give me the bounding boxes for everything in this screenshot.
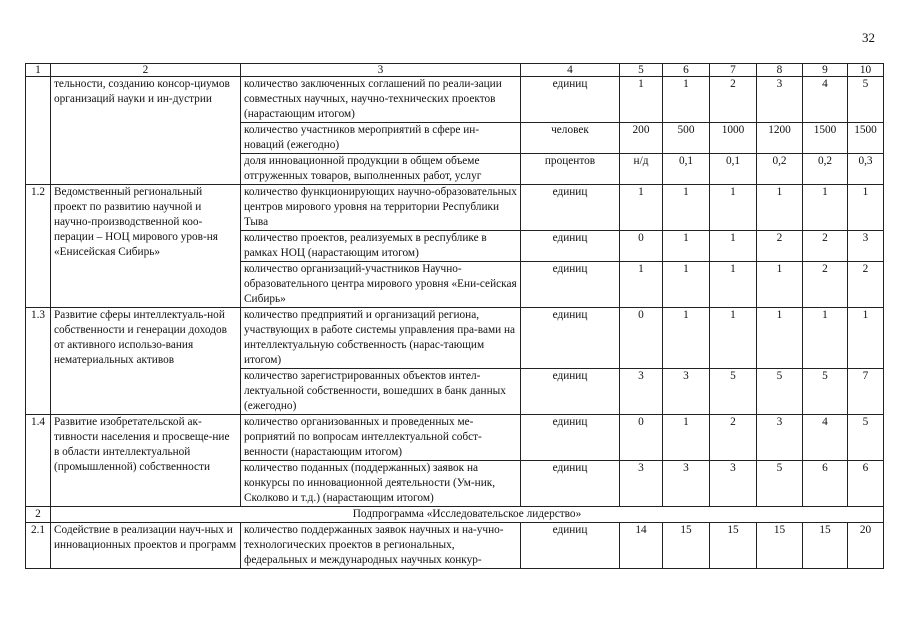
value-cell: 15 bbox=[757, 523, 803, 569]
value-cell: 1000 bbox=[710, 123, 757, 154]
unit-cell: единиц bbox=[521, 77, 620, 123]
unit-cell: единиц bbox=[521, 369, 620, 415]
header-cell: 2 bbox=[51, 64, 241, 77]
value-cell: 1 bbox=[620, 185, 663, 231]
value-cell: 2 bbox=[803, 231, 848, 262]
row-number-cell bbox=[26, 77, 51, 185]
row-number-cell: 2.1 bbox=[26, 523, 51, 569]
value-cell: 2 bbox=[757, 231, 803, 262]
header-cell: 4 bbox=[521, 64, 620, 77]
indicator-cell: количество предприятий и организаций региона, участвующих в работе системы управления пра-вами на интеллектуальную собственность (нарас-тающим итогом) bbox=[241, 308, 521, 369]
table-row bbox=[26, 415, 884, 461]
value-cell: 0,2 bbox=[757, 154, 803, 185]
value-cell: 4 bbox=[803, 415, 848, 461]
value-cell: 0 bbox=[620, 231, 663, 262]
task-cell: Ведомственный региональный проект по развитию научной и научно-производственной коо-перации – НОЦ мирового уров-ня «Енисейская Сибирь» bbox=[51, 185, 241, 308]
task-cell: Развитие сферы интеллектуаль-ной собственности и генерации доходов от активного использо-вания нематериальных активов bbox=[51, 308, 241, 415]
header-cell: 1 bbox=[26, 64, 51, 77]
value-cell: 1500 bbox=[803, 123, 848, 154]
indicator-cell: количество поддержанных заявок научных и на-учно-технологических проектов в региональных, федеральных и международных научных конкур- bbox=[241, 523, 521, 569]
indicator-cell: количество участников мероприятий в сфере ин-новаций (ежегодно) bbox=[241, 123, 521, 154]
indicator-cell: количество проектов, реализуемых в республике в рамках НОЦ (нарастающим итогом) bbox=[241, 231, 521, 262]
unit-cell: процентов bbox=[521, 154, 620, 185]
header-cell: 6 bbox=[663, 64, 710, 77]
value-cell: 3 bbox=[848, 231, 884, 262]
value-cell: 0,1 bbox=[710, 154, 757, 185]
unit-cell: единиц bbox=[521, 185, 620, 231]
row-number-cell: 1.2 bbox=[26, 185, 51, 308]
value-cell: 5 bbox=[757, 369, 803, 415]
value-cell: 1 bbox=[710, 231, 757, 262]
header-cell: 7 bbox=[710, 64, 757, 77]
value-cell: 3 bbox=[620, 369, 663, 415]
value-cell: 0 bbox=[620, 415, 663, 461]
value-cell: 2 bbox=[710, 77, 757, 123]
task-cell: Содействие в реализации науч-ных и инновационных проектов и программ bbox=[51, 523, 241, 569]
value-cell: 3 bbox=[757, 77, 803, 123]
value-cell: 1 bbox=[663, 231, 710, 262]
value-cell: 15 bbox=[710, 523, 757, 569]
unit-cell: человек bbox=[521, 123, 620, 154]
value-cell: 2 bbox=[710, 415, 757, 461]
header-cell: 5 bbox=[620, 64, 663, 77]
value-cell: 6 bbox=[848, 461, 884, 507]
value-cell: 0,1 bbox=[663, 154, 710, 185]
value-cell: 1 bbox=[710, 185, 757, 231]
value-cell: 1 bbox=[710, 308, 757, 369]
value-cell: 3 bbox=[710, 461, 757, 507]
value-cell: 0,3 bbox=[848, 154, 884, 185]
value-cell: 1 bbox=[757, 308, 803, 369]
value-cell: 1 bbox=[803, 185, 848, 231]
table-row bbox=[26, 308, 884, 369]
value-cell: 3 bbox=[757, 415, 803, 461]
value-cell: 1 bbox=[757, 185, 803, 231]
header-cell: 10 bbox=[848, 64, 884, 77]
indicator-cell: количество поданных (поддержанных) заявок на конкурсы по инновационной деятельности (Ум-ник, Сколково и т.д.) (нарастающим итогом) bbox=[241, 461, 521, 507]
value-cell: 200 bbox=[620, 123, 663, 154]
value-cell: 2 bbox=[848, 262, 884, 308]
value-cell: 1 bbox=[663, 77, 710, 123]
value-cell: 1 bbox=[663, 308, 710, 369]
value-cell: 4 bbox=[803, 77, 848, 123]
value-cell: 500 bbox=[663, 123, 710, 154]
subprogram-title: Подпрограмма «Исследовательское лидерство» bbox=[51, 507, 884, 523]
value-cell: 3 bbox=[620, 461, 663, 507]
indicator-cell: количество зарегистрированных объектов интел-лектуальной собственности, вошедших в банк данных (ежегодно) bbox=[241, 369, 521, 415]
value-cell: 1 bbox=[848, 185, 884, 231]
value-cell: 5 bbox=[848, 415, 884, 461]
subprogram-row bbox=[26, 507, 884, 523]
value-cell: 14 bbox=[620, 523, 663, 569]
indicators-table bbox=[25, 63, 884, 569]
indicator-cell: количество заключенных соглашений по реали-зации совместных научных, научно-технических проектов (нарастающим итогом) bbox=[241, 77, 521, 123]
task-cell: Развитие изобретательской ак-тивности населения и просвеще-ние в области интеллектуальной (промышленной) собственности bbox=[51, 415, 241, 507]
value-cell: 6 bbox=[803, 461, 848, 507]
table-row bbox=[26, 185, 884, 231]
row-number-cell: 1.4 bbox=[26, 415, 51, 507]
unit-cell: единиц bbox=[521, 262, 620, 308]
page-number: 32 bbox=[862, 30, 875, 45]
value-cell: 2 bbox=[803, 262, 848, 308]
value-cell: 1 bbox=[848, 308, 884, 369]
header-cell: 9 bbox=[803, 64, 848, 77]
value-cell: 5 bbox=[848, 77, 884, 123]
value-cell: 0,2 bbox=[803, 154, 848, 185]
value-cell: 3 bbox=[663, 461, 710, 507]
value-cell: 20 bbox=[848, 523, 884, 569]
task-cell: тельности, созданию консор-циумов организаций науки и ин-дустрии bbox=[51, 77, 241, 185]
indicator-cell: количество функционирующих научно-образовательных центров мирового уровня на территории Республики Тыва bbox=[241, 185, 521, 231]
value-cell: 1200 bbox=[757, 123, 803, 154]
value-cell: 1 bbox=[803, 308, 848, 369]
value-cell: 1500 bbox=[848, 123, 884, 154]
unit-cell: единиц bbox=[521, 231, 620, 262]
indicator-cell: количество организованных и проведенных ме-роприятий по вопросам интеллектуальной собст-венности (нарастающим итогом) bbox=[241, 415, 521, 461]
value-cell: 1 bbox=[663, 185, 710, 231]
value-cell: н/д bbox=[620, 154, 663, 185]
value-cell: 1 bbox=[620, 77, 663, 123]
value-cell: 1 bbox=[620, 262, 663, 308]
indicator-cell: доля инновационной продукции в общем объеме отгруженных товаров, выполненных работ, услуг bbox=[241, 154, 521, 185]
unit-cell: единиц bbox=[521, 308, 620, 369]
unit-cell: единиц bbox=[521, 523, 620, 569]
value-cell: 3 bbox=[663, 369, 710, 415]
header-cell: 8 bbox=[757, 64, 803, 77]
value-cell: 5 bbox=[757, 461, 803, 507]
header-cell: 3 bbox=[241, 64, 521, 77]
value-cell: 1 bbox=[663, 262, 710, 308]
value-cell: 1 bbox=[663, 415, 710, 461]
unit-cell: единиц bbox=[521, 415, 620, 461]
unit-cell: единиц bbox=[521, 461, 620, 507]
value-cell: 15 bbox=[803, 523, 848, 569]
value-cell: 1 bbox=[757, 262, 803, 308]
header-row bbox=[26, 64, 884, 77]
table-row bbox=[26, 523, 884, 569]
value-cell: 7 bbox=[848, 369, 884, 415]
value-cell: 5 bbox=[803, 369, 848, 415]
value-cell: 15 bbox=[663, 523, 710, 569]
row-number-cell: 2 bbox=[26, 507, 51, 523]
row-number-cell: 1.3 bbox=[26, 308, 51, 415]
value-cell: 0 bbox=[620, 308, 663, 369]
value-cell: 5 bbox=[710, 369, 757, 415]
value-cell: 1 bbox=[710, 262, 757, 308]
indicator-cell: количество организаций-участников Научно-образовательного центра мирового уровня «Ени-сейская Сибирь» bbox=[241, 262, 521, 308]
table-row bbox=[26, 77, 884, 123]
